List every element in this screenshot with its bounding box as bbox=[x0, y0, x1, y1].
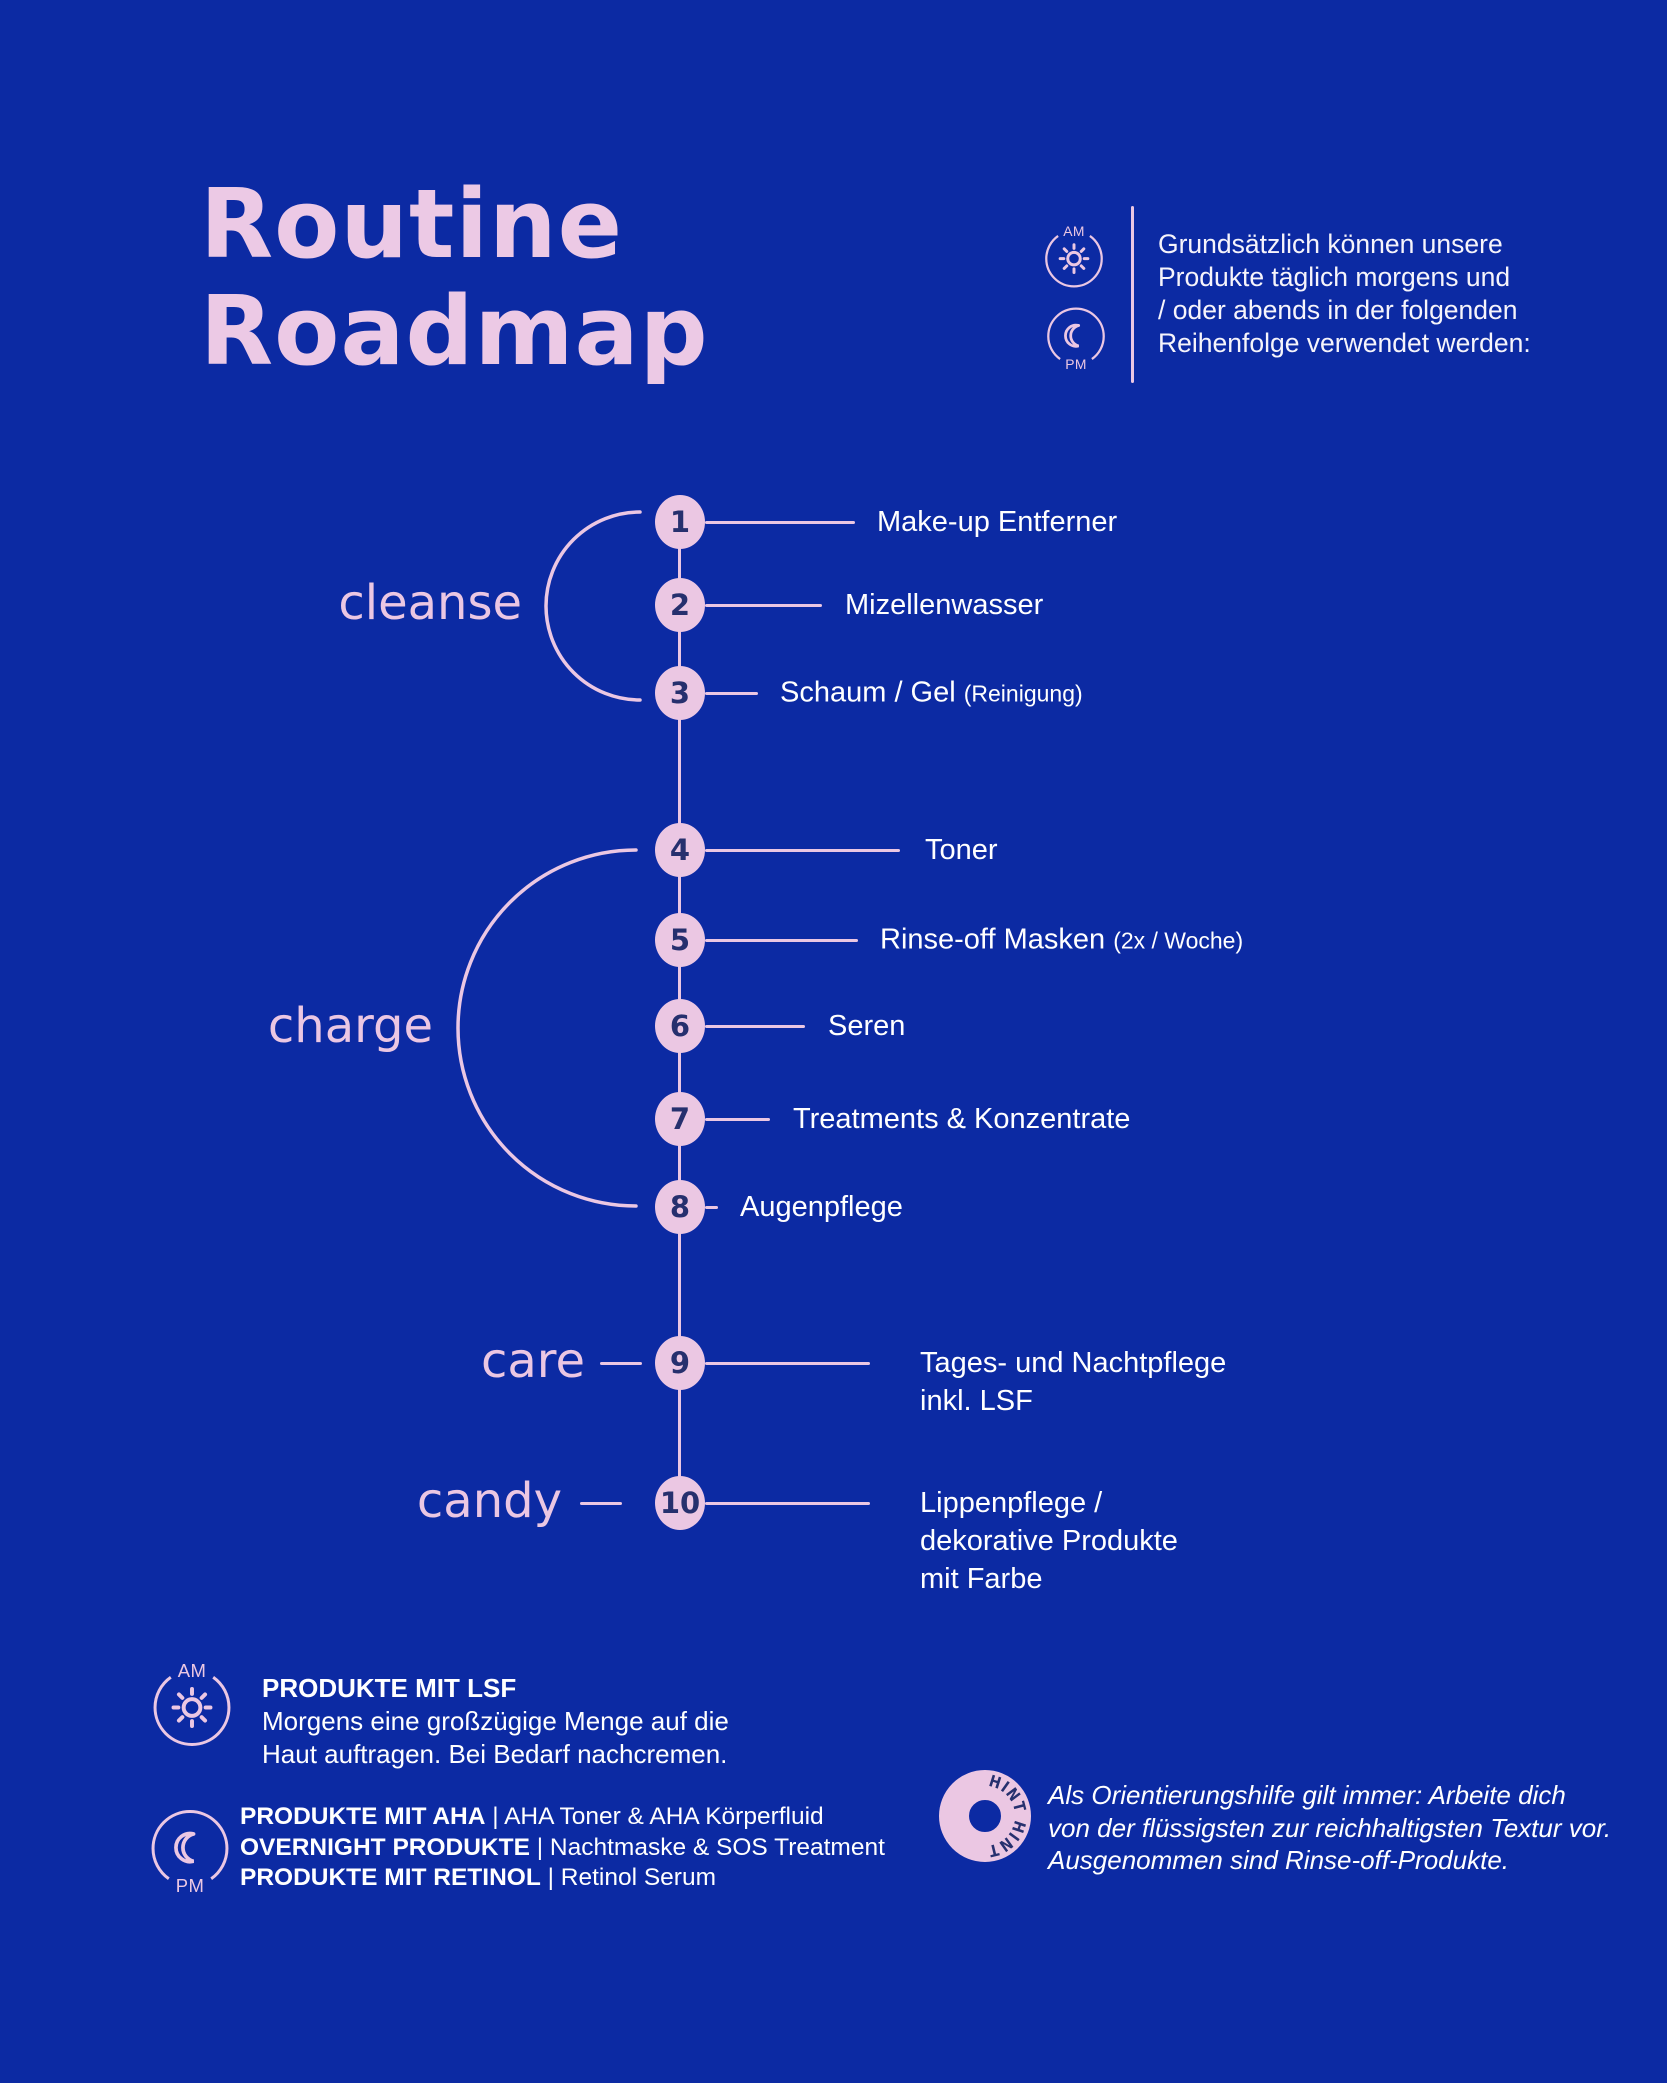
step-5-label: Rinse-off Masken (2x / Woche) bbox=[880, 923, 1244, 956]
legend-pm-moon-icon bbox=[146, 1808, 234, 1896]
step-8-circle bbox=[655, 1180, 705, 1234]
step-2-circle bbox=[655, 578, 705, 632]
step-7-circle bbox=[655, 1092, 705, 1146]
group-label-cleanse: cleanse bbox=[338, 574, 522, 631]
step-number: 9 bbox=[669, 1346, 691, 1380]
hint-badge-text: HINT HINT HINT HINT bbox=[978, 1770, 1031, 1862]
step-number: 3 bbox=[669, 676, 691, 710]
legend-pm-row: PRODUKTE MIT RETINOL | Retinol Serum bbox=[240, 1864, 717, 1891]
step-number: 8 bbox=[669, 1190, 691, 1224]
step-number: 5 bbox=[669, 923, 691, 957]
page-title-line2: Roadmap bbox=[200, 277, 709, 387]
moon-glyph bbox=[176, 1834, 194, 1862]
step-10-circle bbox=[655, 1476, 705, 1530]
step-6-circle bbox=[655, 999, 705, 1053]
page-title bbox=[200, 172, 709, 386]
step-8-connector bbox=[705, 1206, 718, 1209]
step-number: 1 bbox=[669, 505, 691, 539]
group-label-charge: charge bbox=[267, 997, 433, 1054]
moon-glyph bbox=[1065, 325, 1078, 346]
step-2-connector bbox=[705, 604, 822, 607]
step-9-label: Tages- und Nachtpflege inkl. LSF bbox=[920, 1347, 1227, 1417]
intro-line: / oder abends in der folgenden bbox=[1158, 295, 1518, 325]
pm-moon-icon bbox=[1043, 306, 1109, 372]
step-2-label: Mizellenwasser bbox=[845, 589, 1044, 621]
intro-line: Reihenfolge verwendet werden: bbox=[1158, 328, 1531, 358]
page-title-line1: Routine bbox=[200, 170, 624, 280]
step-8-label: Augenpflege bbox=[740, 1191, 903, 1223]
legend-am-heading: PRODUKTE MIT LSF bbox=[262, 1673, 517, 1703]
intro-line: Grundsätzlich können unsere bbox=[1158, 229, 1503, 259]
sun-glyph bbox=[174, 1689, 211, 1726]
step-3-connector bbox=[705, 692, 758, 695]
sun-glyph bbox=[1060, 245, 1088, 273]
intro-paragraph bbox=[1158, 228, 1531, 360]
am-icon-label: AM bbox=[1063, 223, 1085, 239]
step-5-connector bbox=[705, 939, 858, 942]
step-5-circle bbox=[655, 913, 705, 967]
step-7-connector bbox=[705, 1118, 770, 1121]
legend-am-sun-icon bbox=[148, 1660, 236, 1748]
pm-icon-label: PM bbox=[175, 1874, 205, 1896]
cleanse-bracket bbox=[540, 508, 646, 704]
charge-bracket bbox=[456, 846, 642, 1210]
step-3-label: Schaum / Gel (Reinigung) bbox=[780, 676, 1083, 709]
group-label-candy: candy bbox=[416, 1472, 562, 1529]
legend-pm-row: PRODUKTE MIT AHA | AHA Toner & AHA Körperfluid bbox=[240, 1803, 824, 1830]
step-1-circle bbox=[655, 495, 705, 549]
step-note: (Reinigung) bbox=[963, 680, 1083, 707]
step-number: 4 bbox=[669, 833, 691, 867]
care-dash bbox=[600, 1362, 642, 1365]
am-icon-label: AM bbox=[177, 1660, 207, 1682]
step-9-connector bbox=[705, 1362, 870, 1365]
step-number: 6 bbox=[669, 1009, 691, 1043]
am-sun-icon bbox=[1041, 223, 1107, 289]
step-number: 2 bbox=[669, 588, 691, 622]
step-1-connector bbox=[705, 521, 855, 524]
step-1-label: Make-up Entferner bbox=[877, 506, 1118, 538]
step-3-circle bbox=[655, 666, 705, 720]
hint-text: Als Orientierungshilfe gilt immer: Arbeite dich von der flüssigsten zur reichhaltigsten Textur vor. Ausgenommen sind Rinse-off-Produkte. bbox=[1048, 1780, 1612, 1875]
legend-pm-row: OVERNIGHT PRODUKTE | Nachtmaske & SOS Treatment bbox=[240, 1833, 885, 1861]
step-6-connector bbox=[705, 1025, 805, 1028]
hint-badge bbox=[935, 1766, 1035, 1866]
header-divider bbox=[1131, 206, 1134, 383]
step-note: (2x / Woche) bbox=[1113, 927, 1244, 954]
step-10-connector bbox=[705, 1502, 870, 1505]
step-10-label: Lippenpflege / dekorative Produkte mit Farbe bbox=[920, 1487, 1178, 1595]
legend-am-text: PRODUKTE MIT LSF Morgens eine großzügige Menge auf die Haut auftragen. Bei Bedarf nachcremen. bbox=[262, 1673, 729, 1769]
step-4-circle bbox=[655, 823, 705, 877]
pm-icon-label: PM bbox=[1065, 356, 1087, 372]
step-7-label: Treatments & Konzentrate bbox=[793, 1103, 1131, 1135]
intro-line: Produkte täglich morgens und bbox=[1158, 262, 1511, 292]
step-number: 10 bbox=[659, 1486, 701, 1520]
step-9-circle bbox=[655, 1336, 705, 1390]
step-6-label: Seren bbox=[828, 1010, 906, 1042]
candy-dash bbox=[580, 1502, 622, 1505]
legend-pm-text bbox=[240, 1802, 885, 1894]
group-label-care: care bbox=[480, 1332, 585, 1389]
step-number: 7 bbox=[669, 1102, 691, 1136]
step-4-label: Toner bbox=[925, 834, 998, 866]
step-4-connector bbox=[705, 849, 900, 852]
